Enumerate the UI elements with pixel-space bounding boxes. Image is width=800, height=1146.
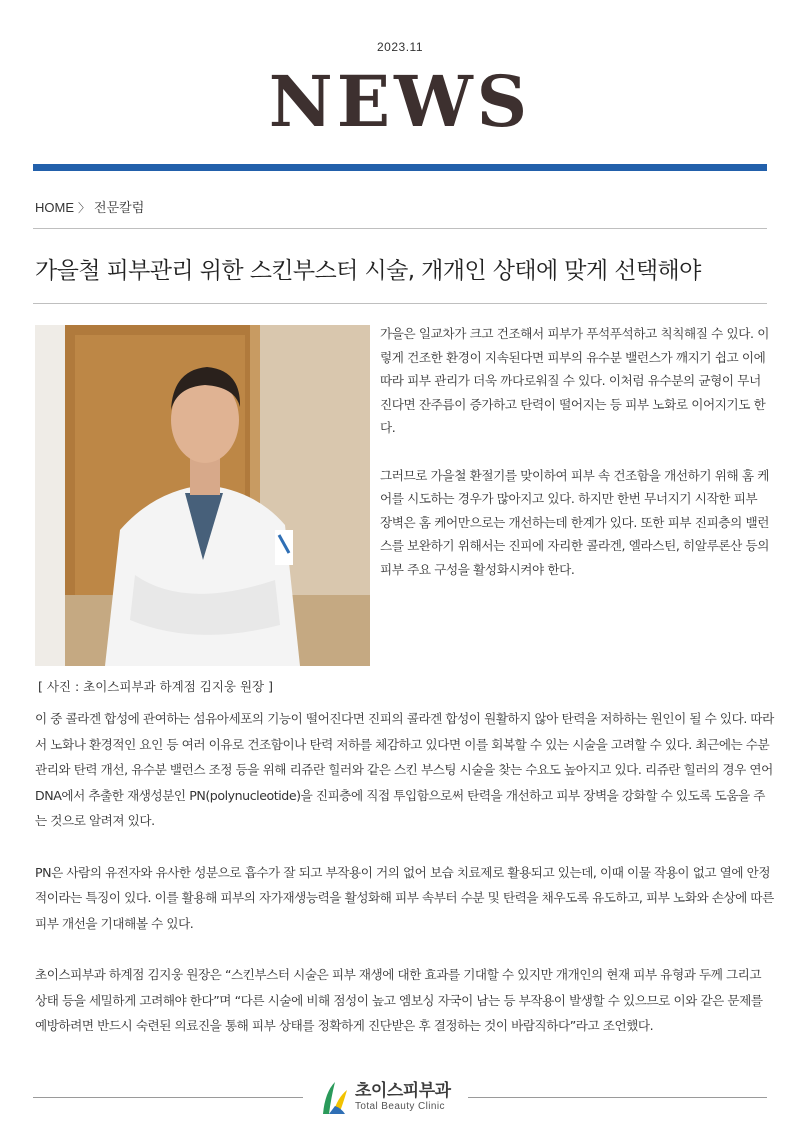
body-paragraph-2: PN은 사람의 유전자와 유사한 성분으로 흡수가 잘 되고 부작용이 거의 없어 보습 치료제로 활용되고 있는데, 이때 이물 작용이 없고 열에 안정적이라는 특징이 있다. 이를 활용해 피부의 자가재생능력을 활성화해 피부 속부터 수분 및 탄력을 채우도록 유도하고, 피부 노화와 손상에 따른 피부 개선을 기대해볼 수 있다.	[35, 864, 774, 931]
doctor-photo	[35, 325, 370, 666]
page-title: NEWS	[268, 60, 532, 143]
body-paragraph-1: 이 중 콜라겐 합성에 관여하는 섬유아세포의 기능이 떨어진다면 진피의 콜라겐 합성이 원활하지 않아 탄력을 저하하는 원인이 될 수 있다. 따라서 노화나 환경적인 요인 등 여러 이유로 건조함이나 탄력 저하를 체감하고 있다면 이를 회복할 수 있는 시술을 고려할 수 있다. 최근에는 수분관리와 탄력 개선, 유수분 밸런스 조정 등을 위해 리쥬란 힐러와 같은 스킨 부스팅 시술을 찾는 수요도 높아지고 있다. 리쥬란 힐러의 경우 연어 DNA에서 추출한 재생성분인 PN(polynucleotide)을 진피층에 직접 투입함으로써 탄력을 개선하고 피부 장벽을 강화할 수 있도록 도움을 주는 것으로 알려져 있다.	[35, 711, 774, 829]
clinic-logo	[319, 1076, 459, 1120]
breadcrumb-separator: 〉	[78, 201, 91, 215]
side-text-column	[380, 322, 772, 605]
article-headline: 가을철 피부관리 위한 스킨부스터 시술, 개개인 상태에 맞게 선택해야	[35, 258, 701, 284]
logo-name: 초이스피부과	[355, 1081, 451, 1101]
photo-caption: [ 사진 : 초이스피부과 하계점 김지웅 원장 ]	[38, 679, 273, 694]
breadcrumb-home[interactable]: HOME	[35, 200, 74, 215]
logo-tagline: Total Beauty Clinic	[355, 1101, 445, 1112]
footer-divider-left	[33, 1097, 303, 1098]
side-paragraph-2: 그러므로 가을철 환절기를 맞이하여 피부 속 건조함을 개선하기 위해 홈 케어를 시도하는 경우가 많아지고 있다. 하지만 한번 무너지기 시작한 피부 장벽은 홈 케어만으로는 개선하는데 한계가 있다. 또한 피부 진피층의 밸런스를 보완하기 위해서는 진피에 자리한 콜라겐, 엘라스틴, 히알루론산 등의 피부 주요 구성을 활성화시켜야 한다.	[380, 467, 769, 577]
breadcrumb	[35, 197, 144, 216]
accent-bar	[33, 164, 767, 171]
article-body	[35, 706, 775, 1064]
side-paragraph-1: 가을은 일교차가 크고 건조해서 피부가 푸석푸석하고 칙칙해질 수 있다. 이렇게 건조한 환경이 지속된다면 피부의 유수분 밸런스가 깨지기 쉽고 이에 따라 피부 관리가 더욱 까다로워질 수 있다. 이처럼 유수분의 균형이 무너진다면 잔주름이 증가하고 탄력이 떨어지는 등 피부 노화로 이어지기도 한다.	[380, 326, 769, 436]
body-paragraph-3: 초이스피부과 하계점 김지웅 원장은 “스킨부스터 시술은 피부 재생에 대한 효과를 기대할 수 있지만 개개인의 현재 피부 유형과 두께 그리고 상태 등을 세밀하게 고려해야 한다”며 “다른 시술에 비해 점성이 높고 엠보싱 자국이 남는 등 부작용이 발생할 수 있으므로 이와 같은 문제를 예방하려면 반드시 숙련된 의료진을 통해 피부 상태를 정확하게 진단받은 후 결정하는 것이 바람직하다”라고 조언했다.	[35, 966, 763, 1034]
issue-date: 2023.11	[377, 40, 423, 54]
footer-divider-right	[468, 1097, 767, 1098]
divider-top	[33, 228, 767, 229]
divider-bottom	[33, 303, 767, 304]
breadcrumb-current[interactable]: 전문칼럼	[94, 200, 145, 215]
clinic-logo-icon	[319, 1078, 351, 1118]
